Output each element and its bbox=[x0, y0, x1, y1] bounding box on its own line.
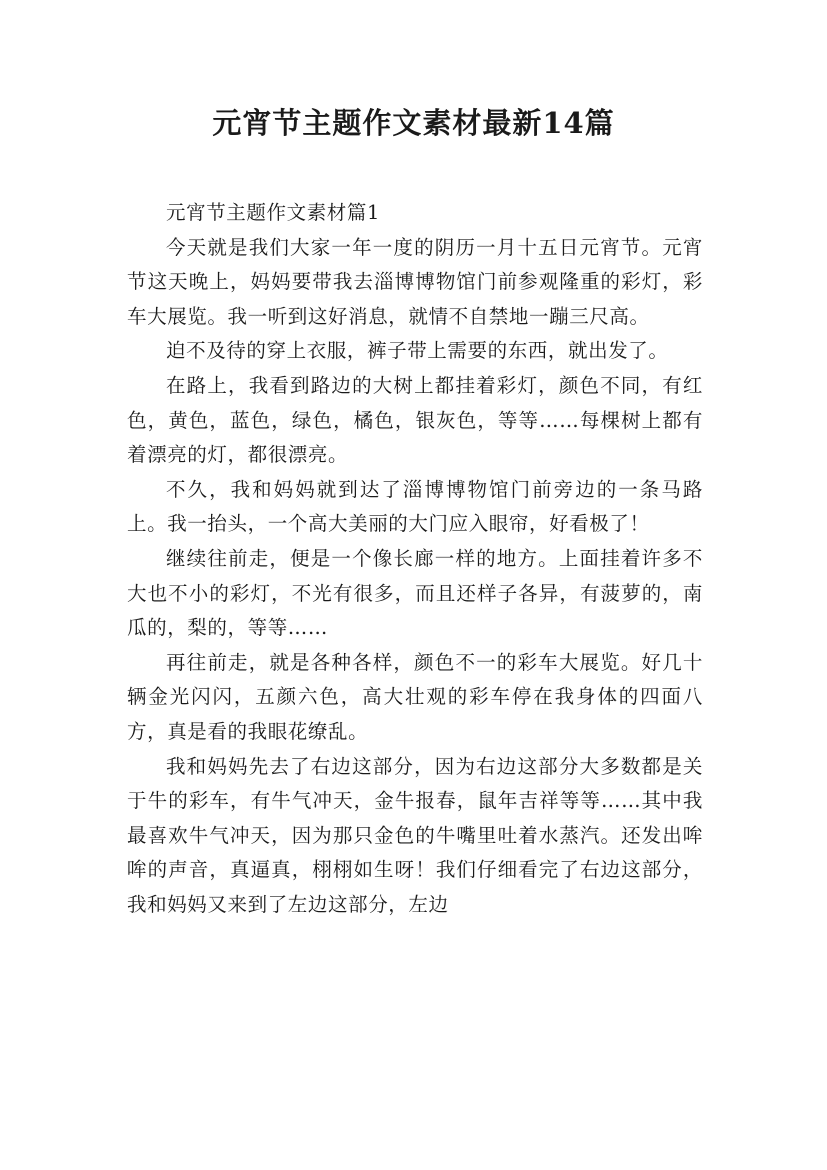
paragraph: 再往前走，就是各种各样，颜色不一的彩车大展览。好几十辆金光闪闪，五颜六色，高大壮观的彩车停在我身体的四面八方，真是看的我眼花缭乱。 bbox=[127, 650, 703, 743]
document-title: 元宵节主题作文素材最新14篇 bbox=[212, 106, 615, 140]
paragraph: 迫不及待的穿上衣服，裤子带上需要的东西，就出发了。 bbox=[166, 339, 669, 363]
document-body bbox=[127, 196, 703, 922]
paragraph: 不久，我和妈妈就到达了淄博博物馆门前旁边的一条马路上。我一抬头，一个高大美丽的大门应入眼帘，好看极了！ bbox=[127, 477, 703, 536]
paragraph: 今天就是我们大家一年一度的阴历一月十五日元宵节。元宵节这天晚上，妈妈要带我去淄博博物馆门前参观隆重的彩灯，彩车大展览。我一听到这好消息，就情不自禁地一蹦三尺高。 bbox=[127, 235, 703, 328]
paragraph: 我和妈妈先去了右边这部分，因为右边这部分大多数都是关于牛的彩车，有牛气冲天，金牛报春，鼠年吉祥等等……其中我最喜欢牛气冲天，因为那只金色的牛嘴里吐着水蒸汽。还发出哞哞的声音，真逼真，栩栩如生呀！我们仔细看完了右边这部分，我和妈妈又来到了左边这部分，左边 bbox=[127, 754, 703, 916]
section-heading: 元宵节主题作文素材篇1 bbox=[166, 201, 381, 224]
paragraph: 在路上，我看到路边的大树上都挂着彩灯，颜色不同，有红色，黄色，蓝色，绿色，橘色，银灰色，等等……每棵树上都有着漂亮的灯，都很漂亮。 bbox=[127, 373, 703, 467]
paragraph: 继续往前走，便是一个像长廊一样的地方。上面挂着许多不大也不小的彩灯，不光有很多，而且还样子各异，有菠萝的，南瓜的，梨的，等等…… bbox=[127, 546, 703, 640]
